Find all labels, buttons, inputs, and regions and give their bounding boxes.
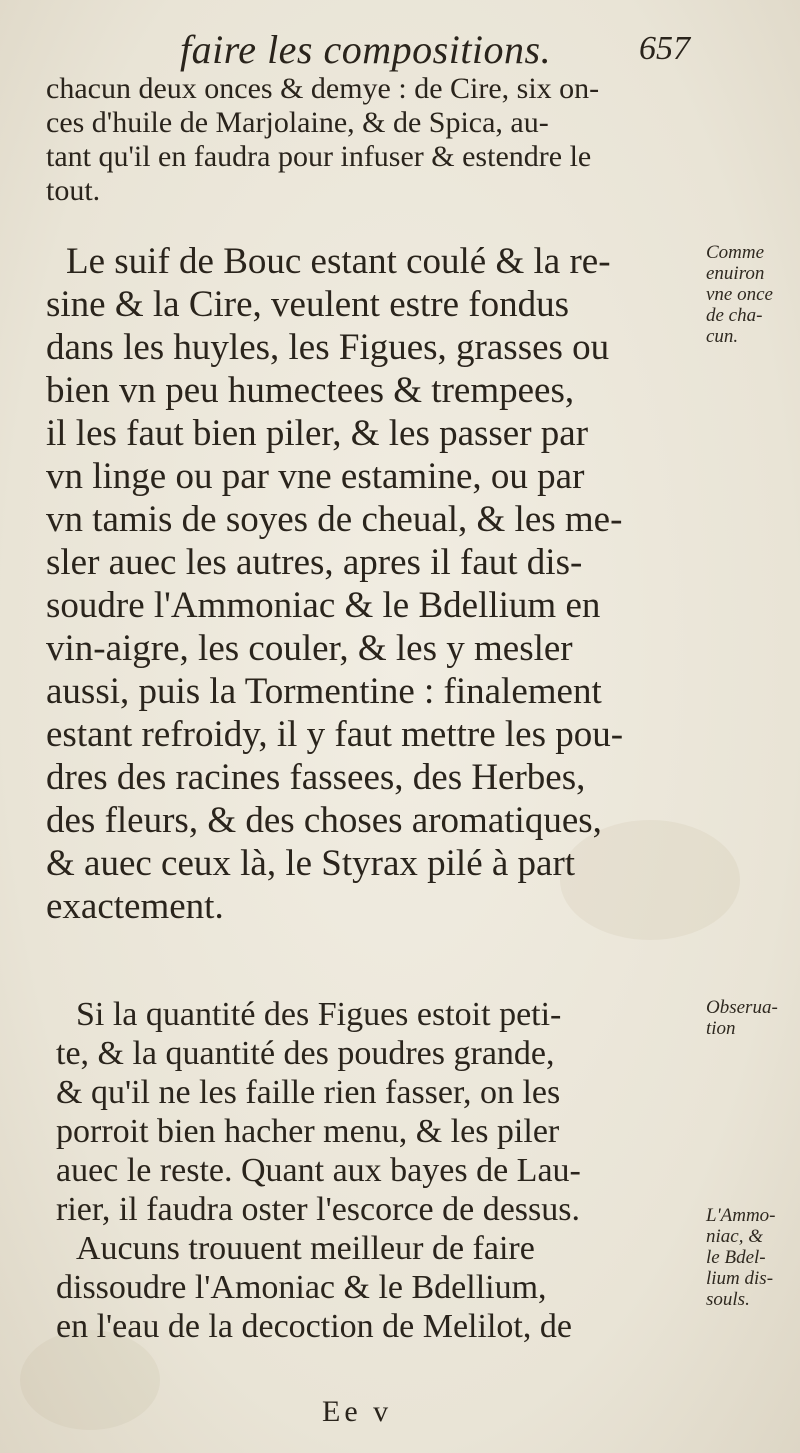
text-line: soudre l'Ammoniac & le Bdellium en [46, 585, 601, 626]
text-line: ces d'huile de Marjolaine, & de Spica, au- [46, 106, 549, 139]
text-line: estant refroidy, il y faut mettre les pou- [46, 714, 624, 755]
text-line: des fleurs, & des choses aromatiques, [46, 800, 602, 841]
paragraph-2 [46, 240, 706, 928]
margin-note-1 [706, 242, 800, 347]
text-line: dans les huyles, les Figues, grasses ou [46, 327, 610, 368]
text-line: Le suif de Bouc estant coulé & la re- [66, 241, 611, 282]
catchword-signature: Ee v [322, 1395, 393, 1428]
margin-note-line: L'Ammo- [706, 1205, 776, 1226]
text-line: vin-aigre, les couler, & les y mesler [46, 628, 573, 669]
margin-note-2 [706, 997, 800, 1039]
paragraph-1 [46, 72, 706, 208]
text-line: dissoudre l'Amoniac & le Bdellium, [56, 1269, 547, 1306]
running-title: faire les compositions. [180, 27, 552, 72]
text-line: te, & la quantité des poudres grande, [56, 1035, 555, 1072]
text-line: il les faut bien piler, & les passer par [46, 413, 589, 454]
margin-note-line: tion [706, 1018, 736, 1039]
text-line: porroit bien hacher menu, & les piler [56, 1113, 560, 1150]
margin-note-line: niac, & [706, 1226, 763, 1247]
margin-note-line: enuiron [706, 263, 765, 284]
margin-note-line: vne once [706, 284, 773, 305]
text-line: & qu'il ne les faille rien fasser, on les [56, 1074, 561, 1111]
text-line: & auec ceux là, le Styrax pilé à part [46, 843, 576, 884]
margin-note-3 [706, 1205, 800, 1310]
text-line: rier, il faudra oster l'escorce de dessus. [56, 1191, 580, 1228]
text-line: en l'eau de la decoction de Melilot, de [56, 1308, 572, 1345]
page-number: 657 [639, 30, 690, 67]
margin-note-line: cun. [706, 326, 739, 347]
margin-note-line: Obserua- [706, 997, 778, 1018]
text-line: sine & la Cire, veulent estre fondus [46, 284, 570, 325]
margin-note-line: de cha- [706, 305, 763, 326]
text-line: Si la quantité des Figues estoit peti- [76, 996, 562, 1033]
text-line: tant qu'il en faudra pour infuser & estendre le [46, 140, 592, 173]
text-line: Aucuns trouuent meilleur de faire [76, 1230, 535, 1267]
text-line: bien vn peu humectees & trempees, [46, 370, 575, 411]
page-header [150, 26, 690, 76]
margin-note-line: lium dis- [706, 1268, 774, 1289]
text-line: chacun deux onces & demye : de Cire, six on- [46, 72, 600, 105]
text-line: auec le reste. Quant aux bayes de Lau- [56, 1152, 581, 1189]
margin-note-line: Comme [706, 242, 765, 263]
paragraph-3 [56, 995, 716, 1346]
text-line: exactement. [46, 886, 224, 927]
text-line: dres des racines fassees, des Herbes, [46, 757, 586, 798]
text-line: sler auec les autres, apres il faut dis- [46, 542, 583, 583]
text-line: vn linge ou par vne estamine, ou par [46, 456, 585, 497]
margin-note-line: le Bdel- [706, 1247, 766, 1268]
text-line: vn tamis de soyes de cheual, & les me- [46, 499, 623, 540]
text-line: tout. [46, 174, 101, 207]
margin-note-line: souls. [706, 1289, 750, 1310]
text-line: aussi, puis la Tormentine : finalement [46, 671, 602, 712]
